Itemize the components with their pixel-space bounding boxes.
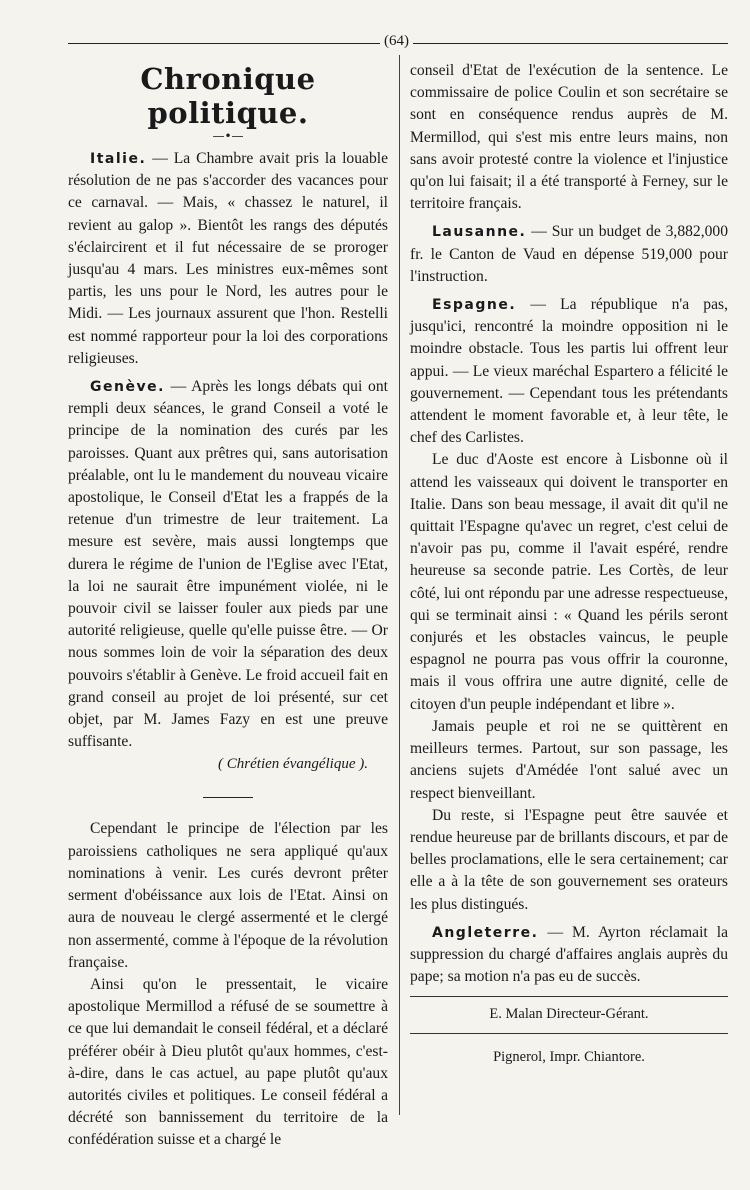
italie-paragraph — [68, 148, 388, 370]
signature-rule — [410, 996, 728, 997]
right-column — [410, 60, 728, 1068]
italie-heading: Italie. — [90, 151, 147, 167]
section-separator — [68, 783, 388, 802]
left-column — [68, 60, 388, 1152]
election-paragraph: Cependant le principe de l'élection par les paroissiens catholiques ne sera appliqué qu'aux nominations à venir. Les curés devront prêter serment d'obéissance aux lois de l'Etat. Ainsi on aura de nouveau le clergé assermenté et le clergé non assermenté, comme à l'époque de la révolution française. — [68, 820, 388, 971]
espagne-heading: Espagne. — [432, 297, 517, 314]
lausanne-heading: Lausanne. — [432, 224, 527, 241]
page-title: Chronique politique. — [140, 62, 316, 130]
printer-imprint: Pignerol, Impr. Chiantore. — [493, 1049, 645, 1066]
lausanne-paragraph — [410, 221, 728, 288]
geneve-paragraph — [68, 376, 388, 753]
column-divider — [399, 55, 400, 1115]
lausanne-text: — Sur un budget de 3,882,000 fr. le Canton de Vaud en dépense 519,000 pour l'instruction. — [410, 223, 728, 285]
espagne-text: — La république n'a pas, jusqu'ici, rencontré la moindre opposition ni le moindre obstacle. Tous les partis lui offrent leur appui. — Le vieux maréchal Espartero a félicité le gouvernement. — Cependant tous les prétendants attendent le moment favorable et, à leur tête, le chef des Carlistes. — [410, 296, 728, 447]
geneve-heading: Genève. — [90, 379, 165, 396]
peuple-roi-paragraph: Jamais peuple et roi ne se quittèrent en meilleurs termes. Partout, sur son passage, les anciens sujets d'Amédée l'ont salué avec un respect bienveillant. — [410, 717, 728, 802]
duc-aoste-paragraph: Le duc d'Aoste est encore à Lisbonne où il attend les vaisseaux qui doivent le transporter en Italie. Dans son beau message, il avait dit qu'il ne quittait l'Espagne qu'avec un regret, c'est celui de n'avoir pas pu, comme il l'avait espéré, rendre heureuse sa seconde patrie. Les Cortès, de leur côté, lui ont répondu par une adresse respectueuse, qui se terminait ainsi : « Quand les périls seront conjurés et les obstacles vaincus, le peuple espagnol ne pourra pas vous offrir la couronne, mais il vous offrira une autre dignité, celle de citoyen d'un peuple indépendant et libre ». — [410, 451, 728, 713]
printer-rule — [410, 1033, 728, 1034]
angleterre-text: — M. Ayrton réclamait la suppression du chargé d'affaires anglais auprès du pape; sa motion n'a pas eu de succès. — [410, 923, 728, 986]
angleterre-paragraph — [410, 922, 728, 989]
source-citation: ( Chrétien évangélique ). — [218, 756, 368, 773]
mermillod-paragraph: Ainsi qu'on le pressentait, le vicaire apostolique Mermillod a réfusé de se soumettre à ce que lui demandait le conseil fédéral, et a déclaré préférer obéir à Dieu plutôt qu'aux hommes, c'est-à-dire, dans le cas actuel, au pape plutôt qu'aux autorités civiles et politiques. Le conseil fédéral a décrété son bannissement du territoire de la confédération suisse et a chargé le — [68, 975, 388, 1149]
signature: E. Malan Directeur-Gérant. — [489, 1006, 649, 1023]
page-number: (64) — [380, 33, 413, 50]
reste-paragraph: Du reste, si l'Espagne peut être sauvée et rendue heureuse par de brillants discours, et par de belles proclamations, elle le sera certainement; car elle a à la tête de son gouvernement ses orateurs les plus distingués. — [410, 806, 728, 913]
continuation-paragraph: conseil d'Etat de l'exécution de la sentence. Le commissaire de police Coulin et son secrétaire se sont en conséquence rendus auprès de M. Mermillod, qui s'est mis entre leurs mains, non sans avoir protesté contre la violence et l'injustice qu'on lui faisait; il a été transporté à Ferney, sur le territoire français. — [410, 62, 728, 213]
title-ornament: —•— — [212, 129, 244, 143]
espagne-paragraph — [410, 294, 728, 449]
italie-text: — La Chambre avait pris la louable résolution de ne pas s'accorder des vacances pour ce carnaval. — Mais, « chassez le naturel, il revient au galop ». Bientôt les rangs des députés s'éclaircirent et il fut nécessaire de se proroger jusqu'au 4 mars. Les ministres eux-mêmes sont partis, les uns pour le Nord, les autres pour le Midi. — Les journaux assurent que l'hon. Restelli est nommé rapporteur pour la loi des corporations religieuses. — [68, 150, 388, 367]
geneve-text: — Après les longs débats qui ont rempli deux séances, le grand Conseil a voté le principe de la nomination des curés par les paroisses. Quant aux prêtres qui, sans autorisation préalable, ont lu le mandement du nouveau vicaire apostolique, le Conseil d'Etat les a frappés de la retenue d'un trimestre de leur traitement. La mesure est sevère, mais aussi longtemps que durera le régime de l'union de l'Eglise avec l'Etat, la loi ne saurait être impunément violée, ni le pouvoir civil se laisser fouler aux pieds par une autorité religieuse, quelle qu'elle puisse être. — Or nous sommes loin de voir la séparation des deux pouvoirs s'établir à Genève. Le froid accueil fait en grand conseil au projet de loi présenté, sur cet objet, par M. James Fazy en est une preuve suffisante. — [68, 378, 388, 751]
angleterre-heading: Angleterre. — [432, 924, 539, 941]
